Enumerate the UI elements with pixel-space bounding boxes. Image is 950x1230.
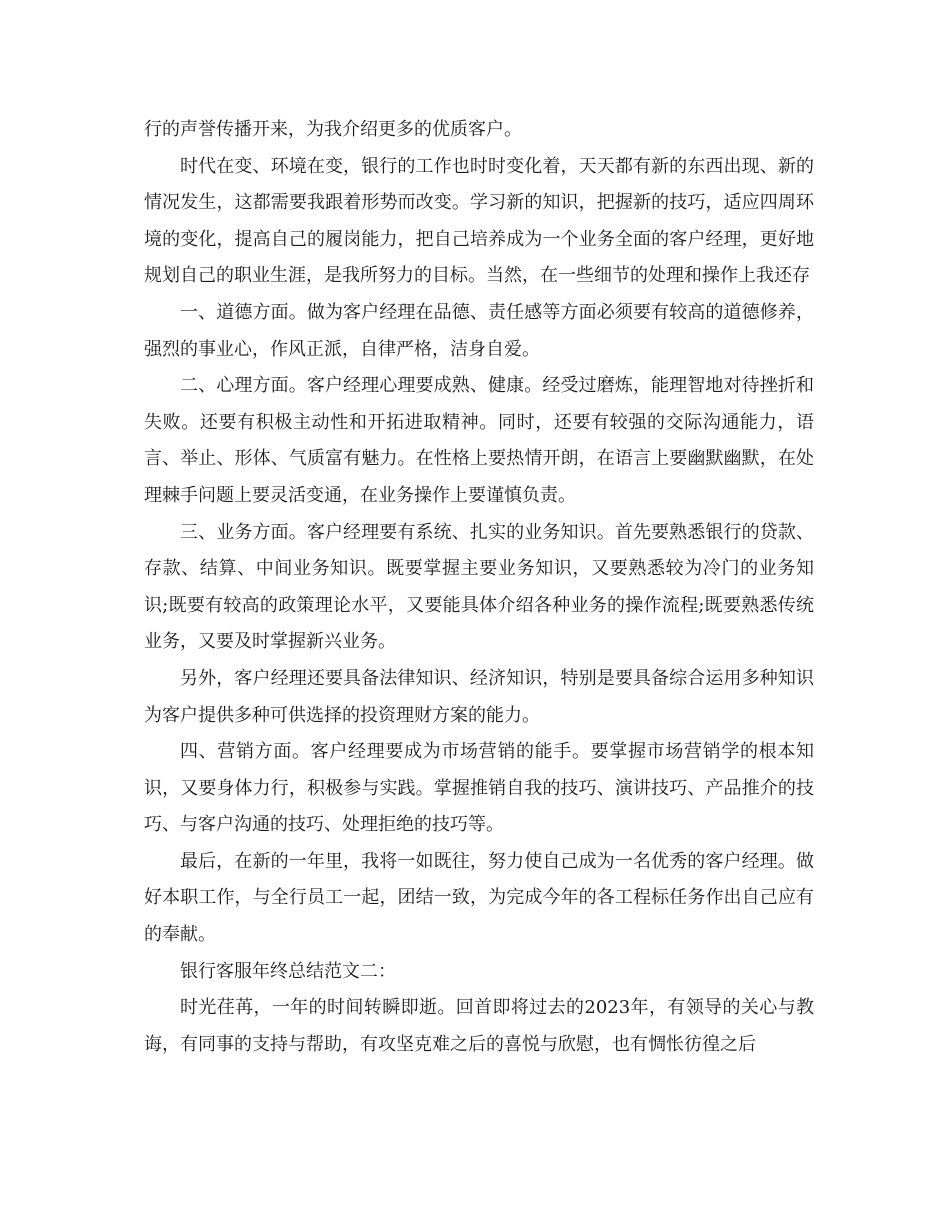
paragraph: 另外，客户经理还要具备法律知识、经济知识，特别是要具备综合运用多种知识为客户提供多种可供选择的投资理财方案的能力。 [144, 667, 814, 726]
paragraph: 时光荏苒，一年的时间转瞬即逝。回首即将过去的2023年，有领导的关心与教诲，有同事的支持与帮助，有攻坚克难之后的喜悦与欣慰，也有惆怅彷徨之后 [144, 997, 814, 1055]
paragraph: 一、道德方面。做为客户经理在品德、责任感等方面必须要有较高的道德修养，强烈的事业心，作风正派，自律严格，洁身自爱。 [144, 301, 814, 360]
document-body [144, 112, 814, 1063]
paragraph: 四、营销方面。客户经理要成为市场营销的能手。要掌握市场营销学的根本知识，又要身体力行，积极参与实践。掌握推销自我的技巧、演讲技巧、产品推介的技巧、与客户沟通的技巧、处理拒绝的技巧等。 [144, 741, 814, 836]
paragraph: 行的声誉传播开来，为我介绍更多的优质客户。 [144, 119, 522, 140]
paragraph: 三、业务方面。客户经理要有系统、扎实的业务知识。首先要熟悉银行的贷款、存款、结算、中间业务知识。既要掌握主要业务知识，又要熟悉较为冷门的业务知识;既要有较高的政策理论水平，又要能具体介绍各种业务的操作流程;既要熟悉传统业务，又要及时掌握新兴业务。 [144, 521, 815, 653]
paragraph: 二、心理方面。客户经理心理要成熟、健康。经受过磨炼，能理智地对待挫折和失败。还要有积极主动性和开拓进取精神。同时，还要有较强的交际沟通能力，语言、举止、形体、气质富有魅力。在性格上要热情开朗，在语言上要幽默幽默，在处理棘手问题上要灵活变通，在业务操作上要谨慎负责。 [144, 375, 814, 506]
section-heading: 银行客服年终总结范文二： [180, 960, 396, 982]
paragraph: 最后，在新的一年里，我将一如既往，努力使自己成为一名优秀的客户经理。做好本职工作，与全行员工一起，团结一致，为完成今年的各工程标任务作出自己应有的奉献。 [144, 850, 814, 946]
paragraph: 时代在变、环境在变，银行的工作也时时变化着，天天都有新的东西出现、新的情况发生，这都需要我跟着形势而改变。学习新的知识，把握新的技巧，适应四周环境的变化，提高自己的履岗能力，把自己培养成为一个业务全面的客户经理，更好地规划自己的职业生涯，是我所努力的目标。当然，在一些细节的处理和操作上我还存 [144, 155, 814, 287]
